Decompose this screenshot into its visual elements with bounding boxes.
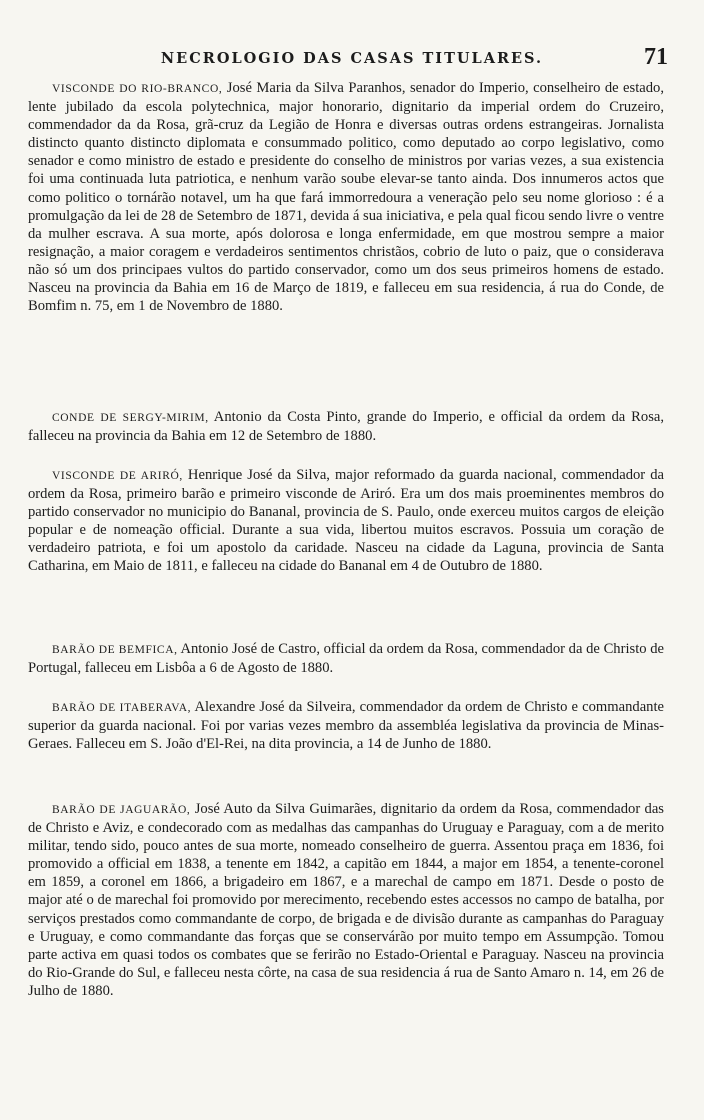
obituary-entry-itaberava (28, 698, 664, 753)
obituary-entry-ariro (28, 466, 664, 576)
entry-title-name: BARÃO DE BEMFICA, (52, 644, 178, 656)
entry-title-name: VISCONDE DE ARIRÓ, (52, 470, 183, 482)
entry-title-name: CONDE DE SERGY-MIRIM, (52, 412, 209, 424)
entry-body-text: Henrique José da Silva, major reformado da guarda nacional, commendador da ordem da Rosa, primeiro barão e primeiro visconde de Ariró. Era um dos mais proeminentes membros do partido conservador no municipio do Bananal, provincia de S. Paulo, onde exerceu muitos cargos de eleição popular e de nomeação official. Durante a sua vida, libertou muitos escravos. Possuia um coração de verdadeiro patriota, e foi um apostolo da caridade. Nasceu na cidade da Laguna, provincia de Santa Catharina, em Maio de 1811, e falleceu na cidade do Bananal em 4 de Outubro de 1880. (28, 467, 664, 575)
page-number: 71 (644, 44, 668, 70)
page-header (30, 46, 674, 76)
entry-title-name: BARÃO DE JAGUARÃO, (52, 804, 191, 816)
entry-body-text: Antonio José de Castro, official da ordem da Rosa, commendador da de Christo de Portugal, falleceu em Lisbôa a 6 de Agosto de 1880. (28, 641, 664, 677)
entry-body-text: Alexandre José da Silveira, commendador da ordem de Christo e commandante superior da guarda nacional. Foi por varias vezes membro da assembléa legislativa da provincia de Minas-Geraes. Falleceu em S. João d'El-Rei, na dita provincia, a 14 de Junho de 1880. (28, 699, 665, 753)
entry-title-name: VISCONDE DO RIO-BRANCO, (52, 83, 223, 95)
entry-body-text: José Maria da Silva Paranhos, senador do Imperio, conselheiro de estado, lente jubilado da escola polytechnica, major honorario, dignitario da imperial ordem do Cruzeiro, commendador da da Rosa, grã-cruz da Legião de Honra e diversas outras ordens estrangeiras. Jornalista distincto quanto distincto diplomata e consummado politico, como deputado ao corpo legislativo, como senador e como ministro de estado e presidente do conselho de ministros por varias vezes, a sua existencia foi uma continuada luta patriotica, e nenhum varão soube elevar-se tanto ainda. Dos innumeros actos que como politico o tornárão notavel, um ha que fará immorredoura a veneração pelo seu nome glorioso : é a promulgação da lei de 28 de Setembro de 1871, devida á sua iniciativa, e pela qual ficou sendo livre o ventre da mulher escrava. A sua morte, após dolorosa e longa enfermidade, em que mostrou sempre a maior resignação, a maior coragem e verdadeiros sentimentos christãos, cobrio de luto o paiz, que o considerava não só um dos principaes vultos do partido conservador, como um dos seus primeiros homens de estado. Nasceu na provincia da Bahia em 16 de Março de 1819, e falleceu em sua residencia, á rua do Conde, de Bomfim n. 75, em 1 de Novembro de 1880. (28, 80, 664, 315)
entry-body-text: Antonio da Costa Pinto, grande do Imperio, e official da ordem da Rosa, falleceu na provincia da Bahia em 12 de Setembro de 1880. (28, 409, 665, 445)
obituary-entry-jaguarao (28, 800, 664, 1000)
entry-body-text: José Auto da Silva Guimarães, dignitario da ordem da Rosa, commendador das de Christo e Aviz, e condecorado com as medalhas das campanhas do Uruguay e Paraguay, com a de merito militar, tendo sido, pouco antes de sua morte, nomeado conselheiro de guerra. Assentou praça em 1836, foi promovido a official em 1838, a tenente em 1842, a capitão em 1844, a major em 1854, a tenente-coronel em 1859, a coronel em 1866, a brigadeiro em 1867, e a marechal de campo em 1871. Desde o posto de major até o de marechal foi promovido por merecimento, recebendo estes accessos no campo de batalha, por serviços prestados como commandante de corpo, de brigada e de divisão durante as campanhas do Paraguay e Uruguay, e como commandante das forças que se conservárão por muito tempo em Assumpção. Tomou parte activa em quasi todos os combates que se ferirão no Estado-Oriental e Paraguay. Nasceu na provincia do Rio-Grande do Sul, e falleceu nesta côrte, na casa de sua residencia á rua de Santo Amaro n. 14, em 26 de Julho de 1880. (28, 801, 664, 999)
entry-title-name: BARÃO DE ITABERAVA, (52, 702, 192, 714)
obituary-entry-rio-branco (28, 79, 664, 315)
obituary-entry-sergy-mirim (28, 408, 664, 445)
page-title: NECROLOGIO DAS CASAS TITULARES. (160, 50, 544, 67)
obituary-entry-bemfica (28, 640, 664, 677)
